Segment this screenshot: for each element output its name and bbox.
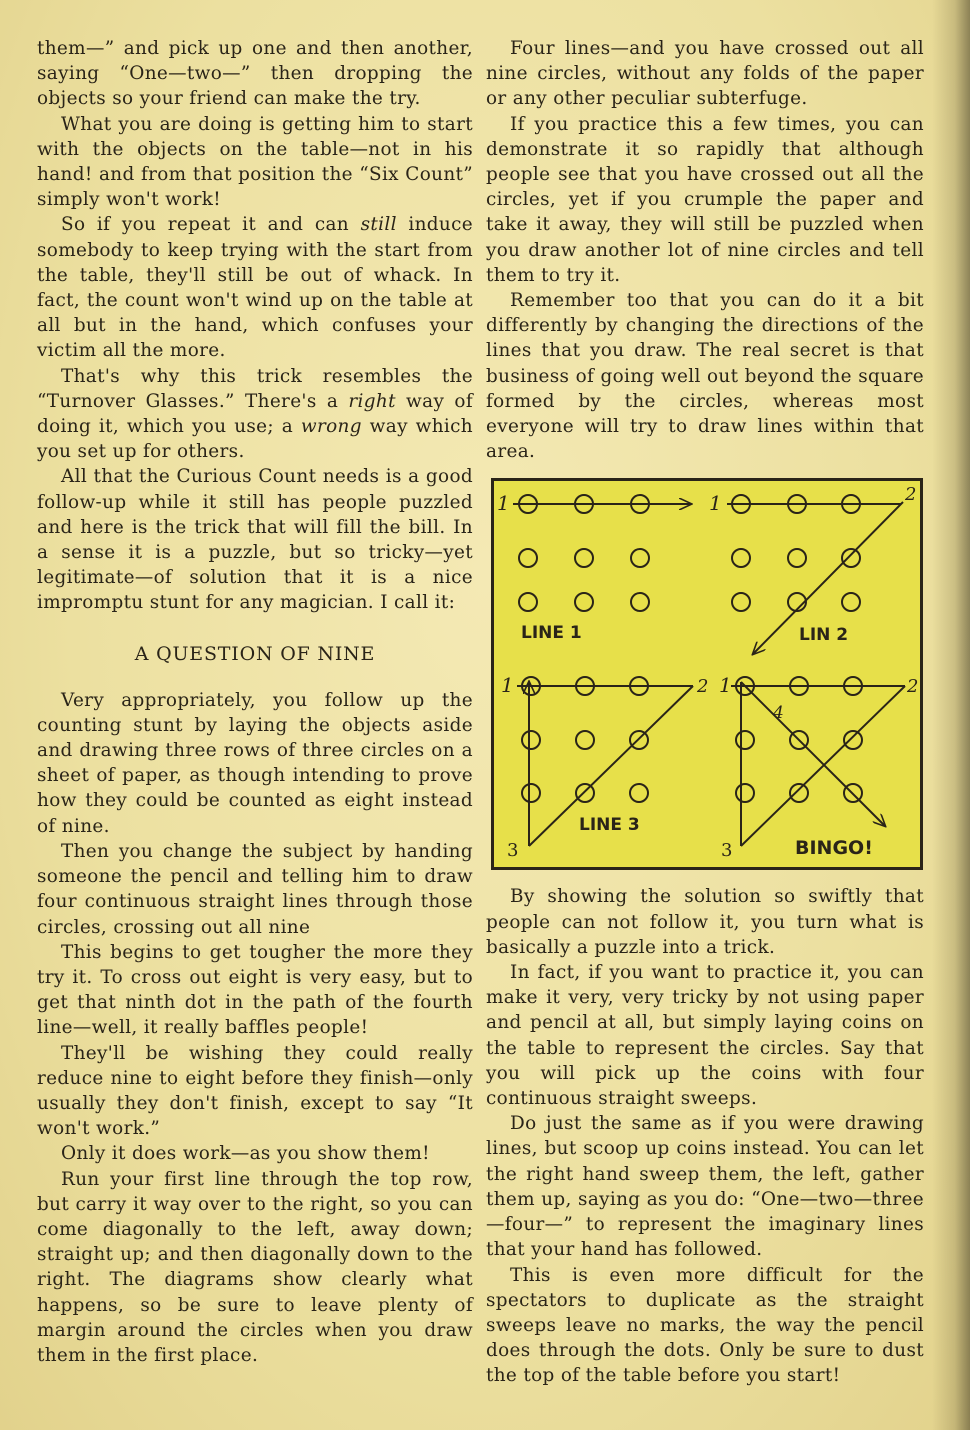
step-label: 1	[501, 673, 514, 698]
paragraph: Do just the same as if you were drawing lines, but scoop up coins instead. You can let the right hand sweep them, the left, gather them up, saying as you do: “One—two—three—four—” to represent the imaginary lines that your hand has followed.	[486, 1113, 924, 1261]
paragraph: Only it does work—as you show them!	[61, 1143, 430, 1165]
paragraph: This begins to get tougher the more they try it. To cross out eight is very easy, but to get that ninth dot in the path of the fourth line—well, it really baffles people!	[37, 941, 473, 1039]
section-heading: A QUESTION OF NINE	[134, 642, 376, 665]
paragraph: Remember too that you can do it a bit differently by changing the directions of the lines that you draw. The real secret is that business of going well out beyond the square formed by the circles, whereas most everyone will try to draw lines within that area.	[486, 290, 924, 463]
panel-caption: LINE 1	[521, 623, 582, 644]
step-label: 2	[907, 676, 919, 698]
paragraph: This is even more difficult for the spectators to duplicate as the straight sweeps leave no marks, the way the pencil does through the dots. Only be sure to dust the top of the table before you start!	[486, 1264, 924, 1387]
step-label: 3	[507, 840, 519, 862]
step-label: 4	[773, 703, 784, 724]
diagram-frame	[493, 480, 922, 869]
diagram-figure	[491, 478, 923, 870]
paragraph: They'll be wishing they could really reduce nine to eight before they finish—only usually they don't finish, except to say “It won't work.”	[37, 1042, 473, 1140]
step-label: 1	[709, 491, 722, 516]
paragraph: Very appropriately, you follow up the counting stunt by laying the objects aside and drawing three rows of three circles on a sheet of paper, as though intending to prove how they could be counted as eight instead of nine.	[37, 689, 473, 837]
paragraph: If you practice this a few times, you can demonstrate it so rapidly that although people see that you have crossed out all the circles, yet if you crumple the paper and take it away, they will still be puzzled when you draw another lot of nine circles and tell them to try it.	[486, 113, 924, 286]
step-label: 2	[905, 484, 917, 506]
paragraph: What you are doing is getting him to start with the objects on the table—not in his hand! and from that position the “Six Count” simply won't work!	[37, 113, 473, 211]
step-label: 2	[697, 676, 709, 698]
page-edge-shadow	[932, 0, 970, 1430]
left-column	[37, 36, 473, 1368]
step-label: 1	[719, 673, 732, 698]
paragraph: Then you change the subject by handing someone the pencil and telling him to draw four continuous straight lines through those circles, crossing out all nine	[37, 840, 473, 938]
paragraph: By showing the solution so swiftly that people can not follow it, you turn what is basically a puzzle into a trick.	[486, 886, 924, 958]
step-label: 1	[497, 491, 510, 516]
panel-caption: LINE 3	[579, 815, 640, 836]
step-label: 3	[721, 840, 733, 862]
panel-caption: LIN 2	[799, 625, 849, 646]
paragraph: All that the Curious Count needs is a good follow-up while it still has people puzzled and here is the trick that will fill the bill. In a sense it is a puzzle, but so tricky—yet legitimate—of solution that it is a nice impromptu stunt for any magician. I call it:	[37, 466, 473, 614]
right-column	[486, 36, 924, 1389]
paragraph: Run your first line through the top row, but carry it way over to the right, so you can come diagonally to the left, away down; straight up; and then diagonally down to the right. The diagrams show clearly what happens, so be sure to leave plenty of margin around the circles when you draw them in the first place.	[37, 1168, 473, 1366]
nine-dots-diagram	[491, 478, 923, 870]
paragraph: Four lines—and you have crossed out all nine circles, without any folds of the paper or any other peculiar subterfuge.	[486, 38, 924, 110]
paragraph: So if you repeat it and can still induce somebody to keep trying with the start from the table, they'll still be out of whack. In fact, the count won't wind up on the table at all but in the hand, which confuses your victim all the more.	[37, 214, 473, 362]
panel-caption: BINGO!	[795, 837, 873, 860]
paragraph: That's why this trick resembles the “Turnover Glasses.” There's a right way of doing it, which you use; a wrong way which you set up for others.	[37, 365, 473, 463]
paragraph: In fact, if you want to practice it, you can make it very, very tricky by not using paper and pencil at all, but simply laying coins on the table to represent the circles. Say that you will pick up the coins with four continuous straight sweeps.	[486, 962, 924, 1110]
paragraph: them—” and pick up one and then another, saying “One—two—” then dropping the objects so your friend can make the try.	[37, 38, 473, 110]
